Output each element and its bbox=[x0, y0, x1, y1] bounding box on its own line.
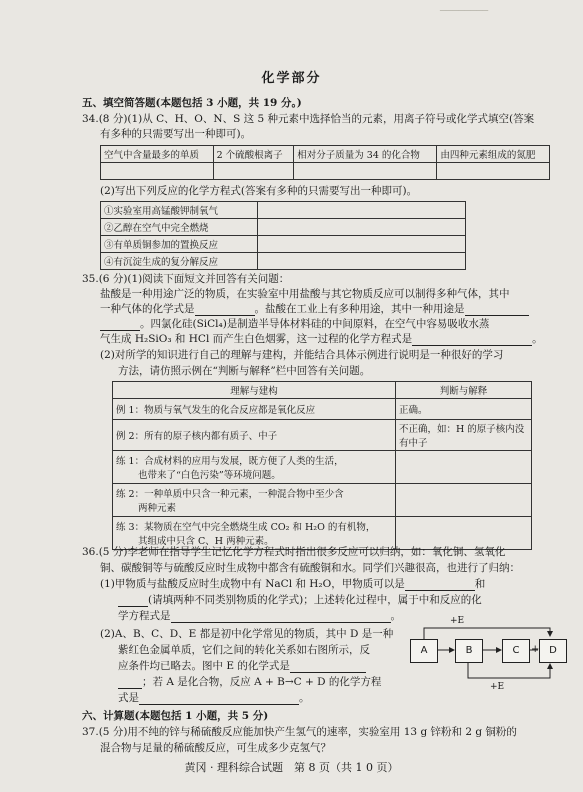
answer-cell[interactable] bbox=[258, 219, 466, 236]
q34-table2 bbox=[100, 201, 466, 270]
answer-cell[interactable] bbox=[396, 484, 532, 517]
q36-line8-text: 应条件均已略去。图中 E 的化学式是 bbox=[118, 660, 290, 672]
q36-line4-text: (请填两种不同类别物质的化学式)；上述转化过程中，属于中和反应的化 bbox=[148, 594, 482, 606]
q35-line6: (2)对所学的知识进行自己的理解与建构，并能结合具体示例进行说明是一种很好的学习 bbox=[100, 349, 504, 361]
reaction-label: ②乙醇在空气中完全燃烧 bbox=[101, 219, 258, 236]
answer-cell[interactable] bbox=[294, 163, 437, 180]
answer-cell[interactable] bbox=[213, 163, 294, 180]
q34-table1-h1: 空气中含量最多的单质 bbox=[101, 146, 214, 163]
q36-line3-text: (1)甲物质与盐酸反应时生成物中有 NaCl 和 H₂O，甲物质可以是 bbox=[100, 578, 405, 590]
blank-line[interactable] bbox=[100, 319, 140, 331]
q35-line5: 气生成 H₂SiO₃ 和 HCl 而产生白色烟雾，这一过程的化学方程式是 。 bbox=[100, 333, 543, 345]
q35-line4-text: 。四氯化硅(SiCl₄)是制造半导体材料硅的中间原料，在空气中容易吸收水蒸 bbox=[140, 318, 490, 330]
q34-table1-h2: 2 个硫酸根离子 bbox=[213, 146, 294, 163]
q36-line7: 紫红色金属单质，它们之间的转化关系如右图所示，反 bbox=[118, 644, 370, 656]
q35-line2: 盐酸是一种用途广泛的物质，在实验室中用盐酸与其它物质反应可以制得多种气体，其中 bbox=[100, 288, 510, 300]
answer-cell[interactable] bbox=[396, 451, 532, 484]
q35-line5-text: 气生成 H₂SiO₃ 和 HCl 而产生白色烟雾，这一过程的化学方程式是 bbox=[100, 333, 413, 345]
diagram-plus: + bbox=[531, 644, 540, 655]
q36-line6: (2)A、B、C、D、E 都是初中化学常见的物质，其中 D 是一种 bbox=[100, 628, 394, 640]
q35-row-a-line2: 两种元素 bbox=[138, 503, 177, 514]
q36-line9-text: ；若 A 是化合物，反应 A + B→C + D 的化学方程 bbox=[142, 676, 382, 688]
q35-row-a-line1: 练 1：合成材料的应用与发展，既方便了人类的生活， bbox=[116, 456, 344, 467]
answer-cell[interactable] bbox=[437, 163, 550, 180]
q35-row-a: 例 2：所有的原子核内都有质子、中子 bbox=[113, 420, 396, 451]
q35-row-b: 不正确，如：H 的原子核内没有中子 bbox=[396, 420, 532, 451]
q37-line2: 混合物与足量的稀硫酸反应，可生成多少克氢气？ bbox=[100, 742, 331, 754]
section5-heading: 五、填空简答题(本题包括 3 小题，共 19 分。) bbox=[82, 97, 302, 109]
blank-line[interactable] bbox=[118, 595, 148, 607]
diagram-node-a: A bbox=[410, 639, 438, 663]
reaction-label: ①实验室用高锰酸钾制氧气 bbox=[101, 202, 258, 219]
q34-line1: 34.(8 分)(1)从 C、H、O、N、S 这 5 种元素中选择恰当的元素，用离子符号或化学式填空(答案 bbox=[82, 113, 535, 125]
q36-line10-end: 。 bbox=[299, 692, 310, 704]
q35-line3-text2: 。盐酸在工业上有多种用途，其中一种用途是 bbox=[254, 303, 465, 315]
q35-table-header-2: 判断与解释 bbox=[396, 382, 532, 399]
diagram-node-b: B bbox=[455, 639, 483, 663]
blank-line[interactable] bbox=[139, 693, 299, 705]
diagram-top-label: +E bbox=[450, 616, 465, 626]
q34-table1-h3: 相对分子质量为 34 的化合物 bbox=[294, 146, 437, 163]
answer-cell[interactable] bbox=[258, 236, 466, 253]
q35-line3 bbox=[100, 302, 529, 316]
diagram-node-c: C bbox=[502, 639, 530, 663]
q35-line1: 35.(6 分)(1)阅读下面短文并回答有关问题： bbox=[82, 273, 290, 285]
reaction-label: ④有沉淀生成的复分解反应 bbox=[101, 253, 258, 270]
q35-line3-text: 一种气体的化学式是 bbox=[100, 303, 195, 315]
answer-cell[interactable] bbox=[101, 163, 214, 180]
blank-line[interactable] bbox=[171, 611, 391, 623]
q36-line5-text: 学方程式是 bbox=[118, 610, 171, 622]
q36-line1: 36.(5 分)李老师在指导学生记忆化学方程式时指出很多反应可以归纳，如：氧化铜、氢氧化 bbox=[82, 546, 506, 558]
q35-row-a-line2: 也带来了“白色污染”等环境问题。 bbox=[138, 470, 281, 481]
q36-line5: 学方程式是 。 bbox=[118, 610, 401, 622]
answer-cell[interactable] bbox=[258, 202, 466, 219]
reaction-label: ③有单质铜参加的置换反应 bbox=[101, 236, 258, 253]
page-footer: 黄冈 · 理科综合试题 第 8 页（共 1 0 页） bbox=[184, 761, 399, 774]
answer-cell[interactable] bbox=[258, 253, 466, 270]
q36-line3 bbox=[100, 577, 485, 591]
arrow-bottom bbox=[468, 662, 550, 678]
q34-part2: (2)写出下列反应的化学方程式(答案有多种的只需要写出一种即可)。 bbox=[100, 185, 418, 197]
diagram-bottom-label: +E bbox=[490, 682, 505, 692]
q35-row-a-line1: 练 2：一种单质中只含一种元素，一种混合物中至少含 bbox=[116, 489, 344, 500]
q35-table bbox=[112, 381, 532, 550]
blank-line[interactable] bbox=[412, 334, 532, 346]
q35-row-a-line2: 其组成中只含 C、H 两种元素。 bbox=[138, 536, 274, 547]
q36-line4 bbox=[118, 593, 482, 607]
section6-heading: 六、计算题(本题包括 1 小题，共 5 分) bbox=[82, 710, 269, 722]
q37-line1: 37.(5 分)用不纯的锌与稀硫酸反应能加快产生氢气的速率，实验室用 13 g 锌粉和 2 g 铜粉的 bbox=[82, 726, 517, 738]
q34-line2: 有多种的只需要写出一种即可)。 bbox=[100, 128, 252, 140]
q36-line10-text: 式是 bbox=[118, 692, 139, 704]
q36-line8 bbox=[118, 659, 366, 673]
q35-line7: 方法，请仿照示例在“判断与解释”栏中回答有关问题。 bbox=[118, 365, 371, 377]
blank-line[interactable] bbox=[118, 677, 142, 689]
bleed-through-text: ──────── bbox=[440, 6, 489, 17]
blank-line[interactable] bbox=[290, 661, 366, 673]
q36-line3-and: 和 bbox=[474, 578, 486, 590]
q35-row-b: 正确。 bbox=[396, 399, 532, 420]
q35-row-a: 例 1：物质与氧气发生的化合反应都是氧化反应 bbox=[113, 399, 396, 420]
q36-line2: 铜、碳酸铜等与硫酸反应时生成物中都含有硫酸铜和水。同学们兴趣很高，也进行了归纳： bbox=[100, 562, 520, 574]
q35-row-a bbox=[113, 451, 396, 484]
q36-line9 bbox=[118, 675, 381, 689]
arrow-top bbox=[424, 628, 550, 639]
q34-table1-h4: 由四种元素组成的氮肥 bbox=[437, 146, 550, 163]
blank-line[interactable] bbox=[195, 304, 255, 316]
page-title: 化学部分 bbox=[261, 71, 322, 86]
blank-line[interactable] bbox=[405, 579, 475, 591]
blank-line[interactable] bbox=[465, 304, 529, 316]
diagram-node-d: D bbox=[539, 639, 567, 663]
q35-row-a-line1: 练 3：某物质在空气中完全燃烧生成 CO₂ 和 H₂O 的有机物， bbox=[116, 522, 376, 533]
q36-line10 bbox=[118, 691, 310, 705]
q35-row-a bbox=[113, 484, 396, 517]
q35-line4 bbox=[100, 317, 489, 331]
q34-table1 bbox=[100, 145, 550, 180]
q35-table-header-1: 理解与建构 bbox=[113, 382, 396, 399]
